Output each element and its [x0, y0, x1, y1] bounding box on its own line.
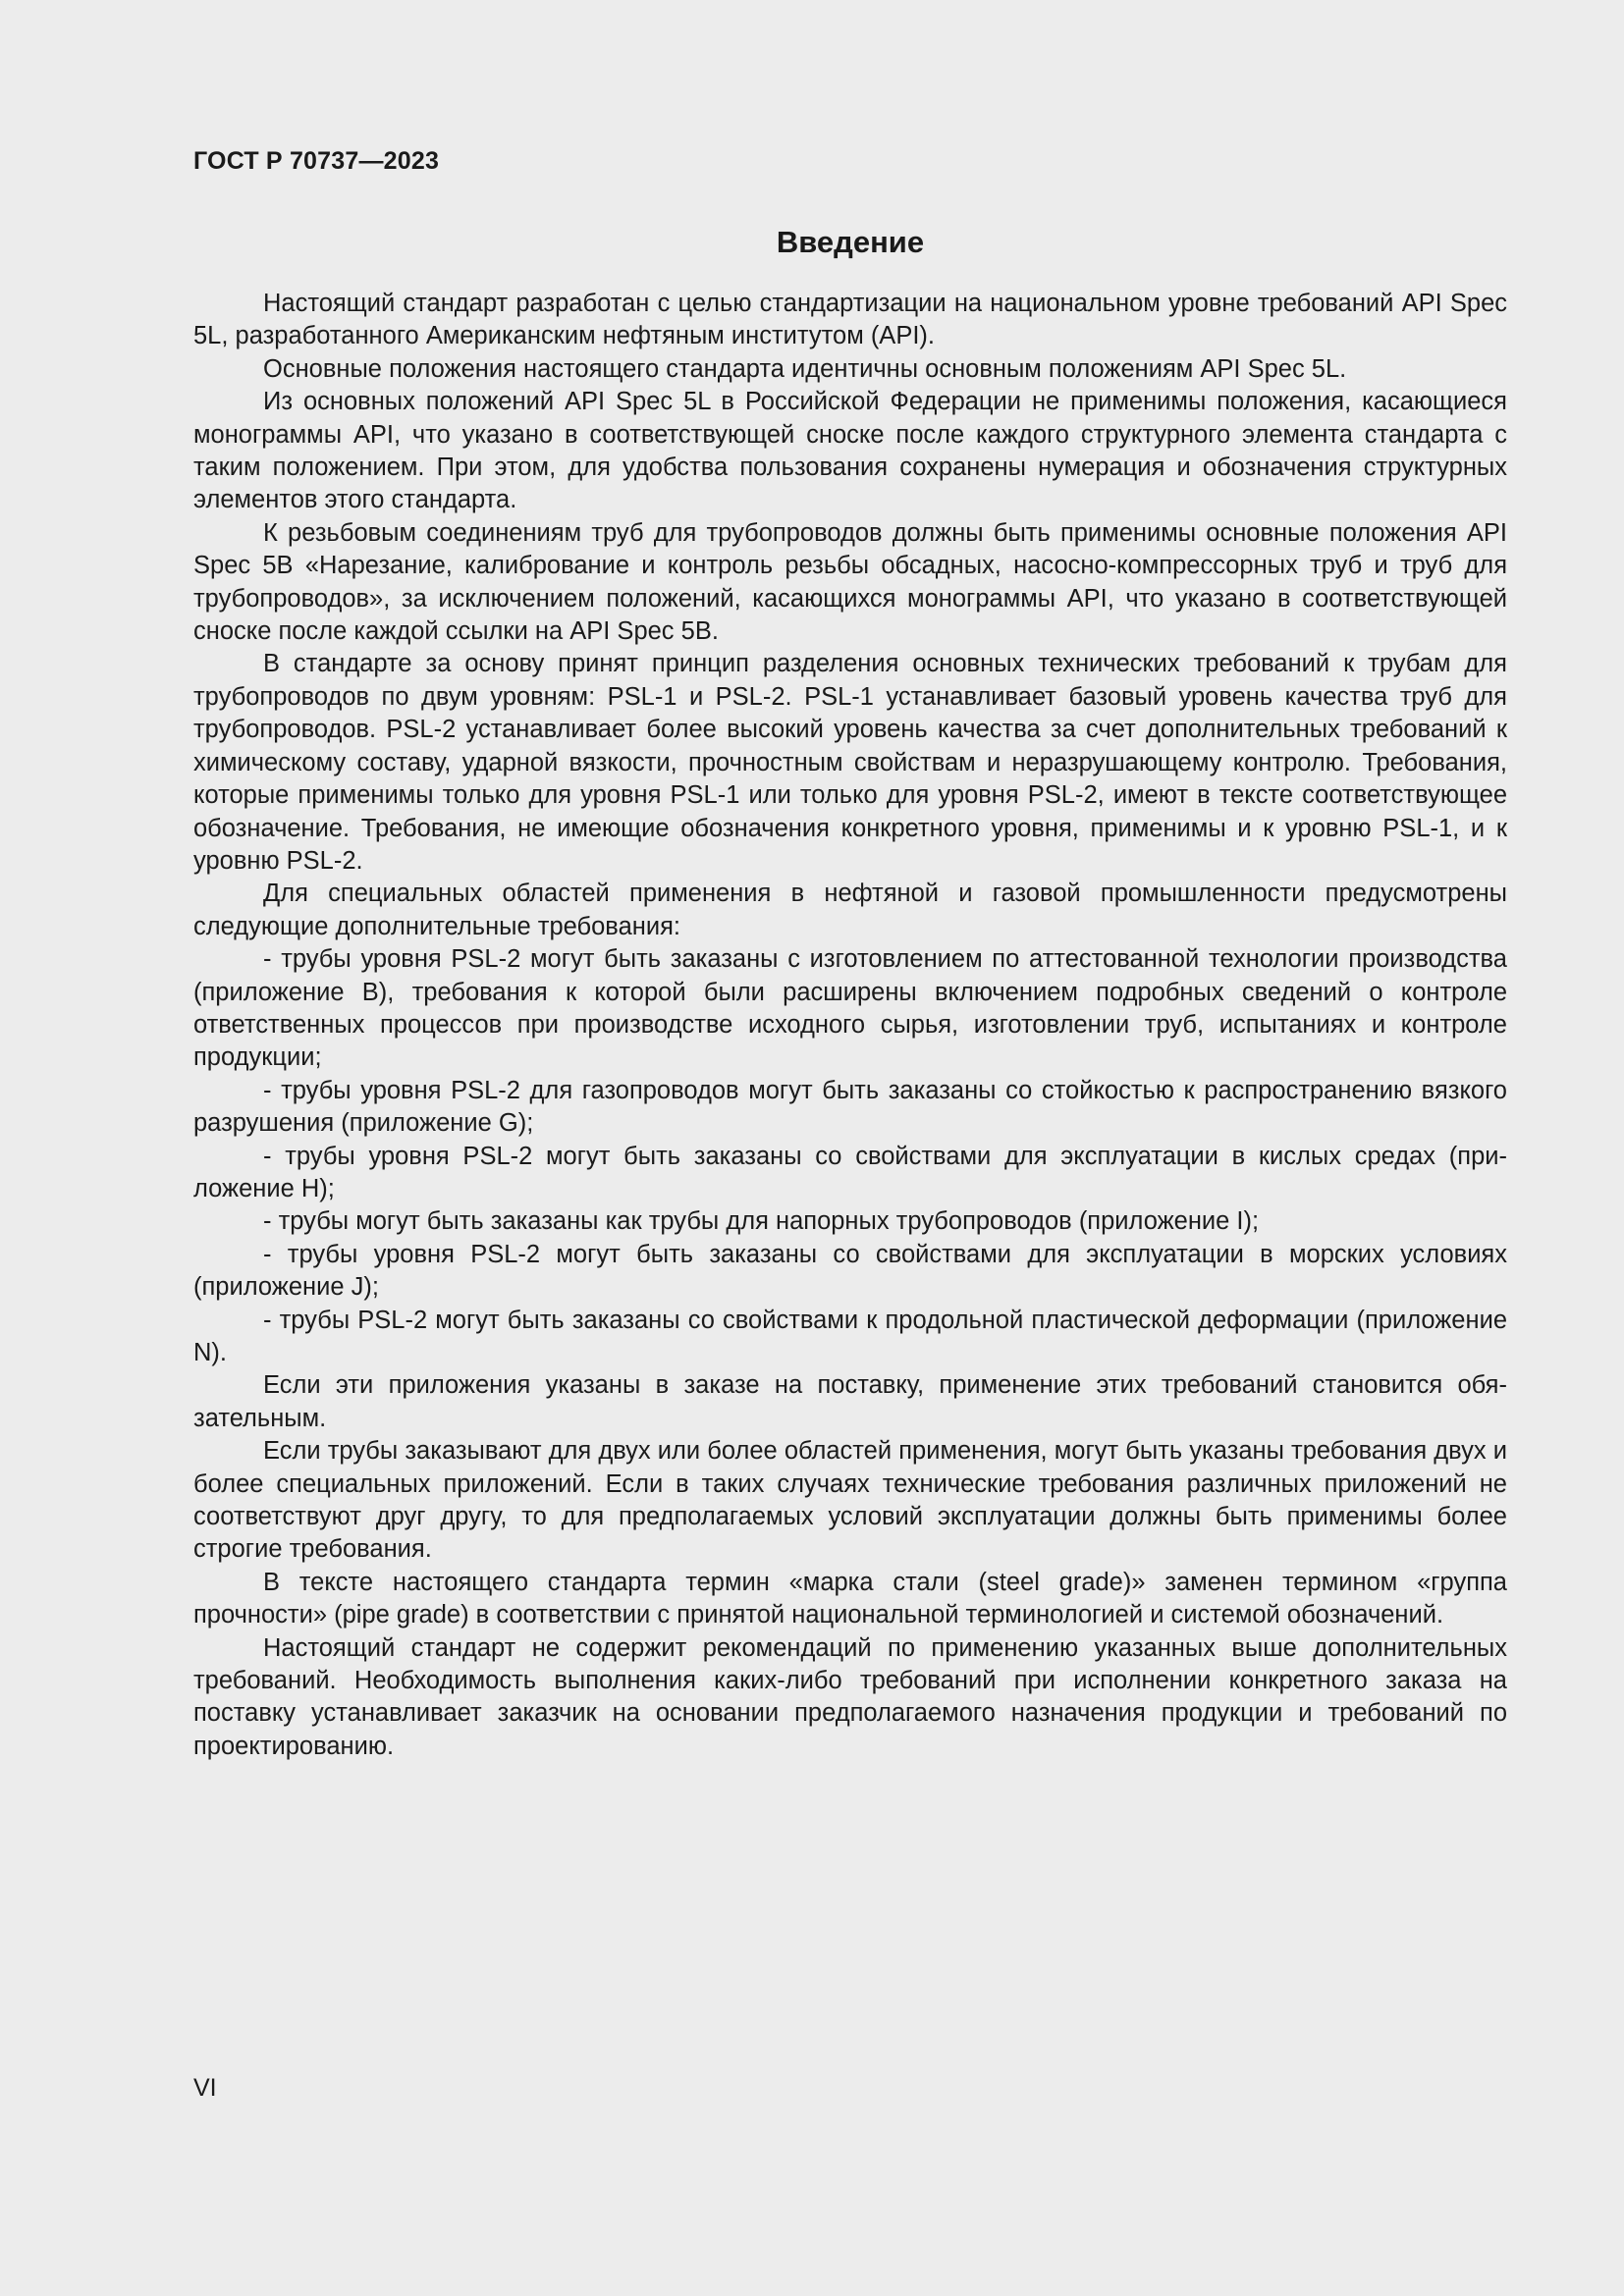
requirements-list [193, 943, 1507, 1369]
list-item: - трубы могут быть заказаны как трубы для напорных трубопроводов (приложение I); [263, 1207, 1260, 1236]
intro-paragraph: Для специальных областей применения в нефтяной и газовой промышленности предусмотрены следующие дополнительные требования: [193, 880, 1507, 940]
intro-paragraph: В стандарте за основу принят принцип разделения основных технических требований к трубам для трубопроводов по двум уровням: PSL-1 и PSL-2. PSL-1 устанавливает базовый уровень качества труб для трубопроводов. PSL-2 устанавливает более высокий уровень качества за счет дополнительных требований к химическому составу, ударной вязкости, прочностным свойствам и неразрушающему контролю. Требования, которые применимы только для уровня PSL-1 или только для уровня PSL-2, имеют в тексте соответствующее обозначение. Требования, не имеющие обозначения конкретного уровня, применимы и к уровню PSL-1, и к уровню PSL-2. [193, 650, 1507, 875]
list-item: - трубы уровня PSL-2 могут быть заказаны со свойствами для эксплуатации в кислых средах (приложение H); [193, 1142, 1507, 1202]
closing-paragraph: Настоящий стандарт не содержит рекомендаций по применению указанных выше дополнительных требований. Необходимость выполнения каких-либо требований при исполнении конкретного заказа на поставку устанавливает заказчик на основании предполагаемого назначения продукции и требований по проектированию. [193, 1633, 1507, 1760]
intro-paragraph: К резьбовым соединениям труб для трубопроводов должны быть применимы основные положения API Spec 5B «Нарезание, калибрование и контроль резьбы обсадных, насосно-компрессорных труб и труб для трубопроводов», за исключением положений, касающихся монограммы API, что указано в соответствующей сноске после каждой ссылки на API Spec 5B. [193, 518, 1507, 646]
list-item: - трубы PSL-2 могут быть заказаны со свойствами к продольной пластической деформации (приложение N). [193, 1306, 1507, 1366]
intro-paragraph: Основные положения настоящего стандарта идентичны основным положениям API Spec 5L. [263, 354, 1347, 383]
standard-designation: ГОСТ Р 70737—2023 [193, 147, 440, 175]
introduction-body [193, 288, 1507, 1763]
page-number: VI [193, 2074, 217, 2102]
section-title: Введение [776, 225, 925, 259]
intro-paragraph: Из основных положений API Spec 5L в Российской Федерации не применимы положения, касающиеся монограммы API, что указано в соответствующей сноске после каждого структурного элемента стандарта с таким положением. При этом, для удобства пользования сохранены нумерация и обозначения структурных элементов этого стандарта. [193, 388, 1507, 514]
list-item: - трубы уровня PSL-2 могут быть заказаны с изготовлением по аттестованной технологии производства (приложение B), требования к которой были расширены включением подробных сведений о контроле ответственных процессов при производстве исходного сырья, изготовлении труб, испытаниях и контроле продукции; [193, 945, 1507, 1072]
intro-paragraph: Настоящий стандарт разработан с целью стандартизации на национальном уровне требований API Spec 5L, разработанного Американским нефтяным институтом (API). [193, 290, 1507, 350]
list-item: - трубы уровня PSL-2 для газопроводов могут быть заказаны со стойкостью к распространению вязкого разрушения (приложение G); [193, 1076, 1507, 1138]
closing-paragraph: В тексте настоящего стандарта термин «марка стали (steel grade)» заменен термином «группа прочности» (pipe grade) в соответствии с принятой национальной терминологией и системой обозначений. [193, 1568, 1507, 1629]
list-item: - трубы уровня PSL-2 могут быть заказаны со свойствами для эксплуатации в морских условиях (приложение J); [193, 1240, 1507, 1302]
closing-paragraph: Если трубы заказывают для двух или более областей применения, могут быть указаны требования двух и более специальных приложений. Если в таких случаях технические требования различных приложений не соответствуют друг другу, то для предполагаемых условий эксплуатации должны быть применимы более строгие требования. [193, 1437, 1507, 1564]
closing-paragraph: Если эти приложения указаны в заказе на поставку, применение этих требований становится обязательным. [193, 1371, 1507, 1432]
